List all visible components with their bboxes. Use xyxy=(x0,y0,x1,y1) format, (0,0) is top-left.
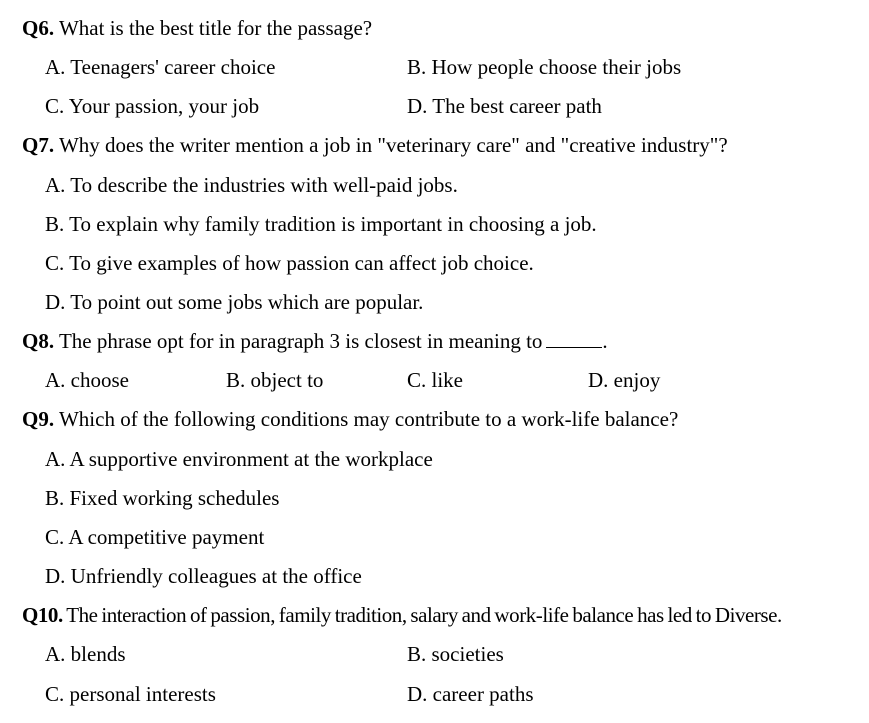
question-text: Which of the following conditions may contribute to a work-life balance? xyxy=(58,407,679,431)
option-c: C. personal interests xyxy=(45,682,216,706)
option-d: D. career paths xyxy=(407,682,534,706)
option-c: C. To give examples of how passion can affect job choice. xyxy=(45,251,534,275)
option-b: B. To explain why family tradition is important in choosing a job. xyxy=(45,212,597,236)
question-text: What is the best title for the passage? xyxy=(58,16,373,40)
question-number: Q7. xyxy=(22,133,55,157)
option-b: B. object to xyxy=(226,368,324,392)
option-b: B. Fixed working schedules xyxy=(45,486,280,510)
option-a: A. A supportive environment at the workplace xyxy=(45,447,433,471)
option-d: D. Unfriendly colleagues at the office xyxy=(45,564,362,588)
question-number: Q10. xyxy=(22,603,63,627)
question-text: Why does the writer mention a job in "veterinary care" and "creative industry"? xyxy=(58,133,728,157)
question-text: The interaction of passion, family tradition, salary and work-life balance has led to Diverse. xyxy=(66,603,782,627)
option-d: D. enjoy xyxy=(588,368,661,392)
question-8 xyxy=(22,326,608,356)
option-d: D. The best career path xyxy=(407,94,602,118)
answer-blank xyxy=(546,329,602,348)
option-c: C. A competitive payment xyxy=(45,525,265,549)
option-b: B. How people choose their jobs xyxy=(407,55,682,79)
option-c: C. Your passion, your job xyxy=(45,94,260,118)
option-a: A. To describe the industries with well-paid jobs. xyxy=(45,173,458,197)
question-10 xyxy=(22,600,782,630)
option-a: A. choose xyxy=(45,368,129,392)
question-number: Q6. xyxy=(22,16,55,40)
option-a: A. Teenagers' career choice xyxy=(45,55,276,79)
question-9 xyxy=(22,404,678,434)
question-text: The phrase opt for in paragraph 3 is closest in meaning to xyxy=(58,329,543,353)
question-6 xyxy=(22,13,372,43)
question-7 xyxy=(22,130,728,160)
question-text-end: . xyxy=(602,329,608,353)
option-b: B. societies xyxy=(407,642,504,666)
option-a: A. blends xyxy=(45,642,126,666)
question-number: Q9. xyxy=(22,407,55,431)
option-d: D. To point out some jobs which are popular. xyxy=(45,290,424,314)
question-number: Q8. xyxy=(22,329,55,353)
option-c: C. like xyxy=(407,368,463,392)
